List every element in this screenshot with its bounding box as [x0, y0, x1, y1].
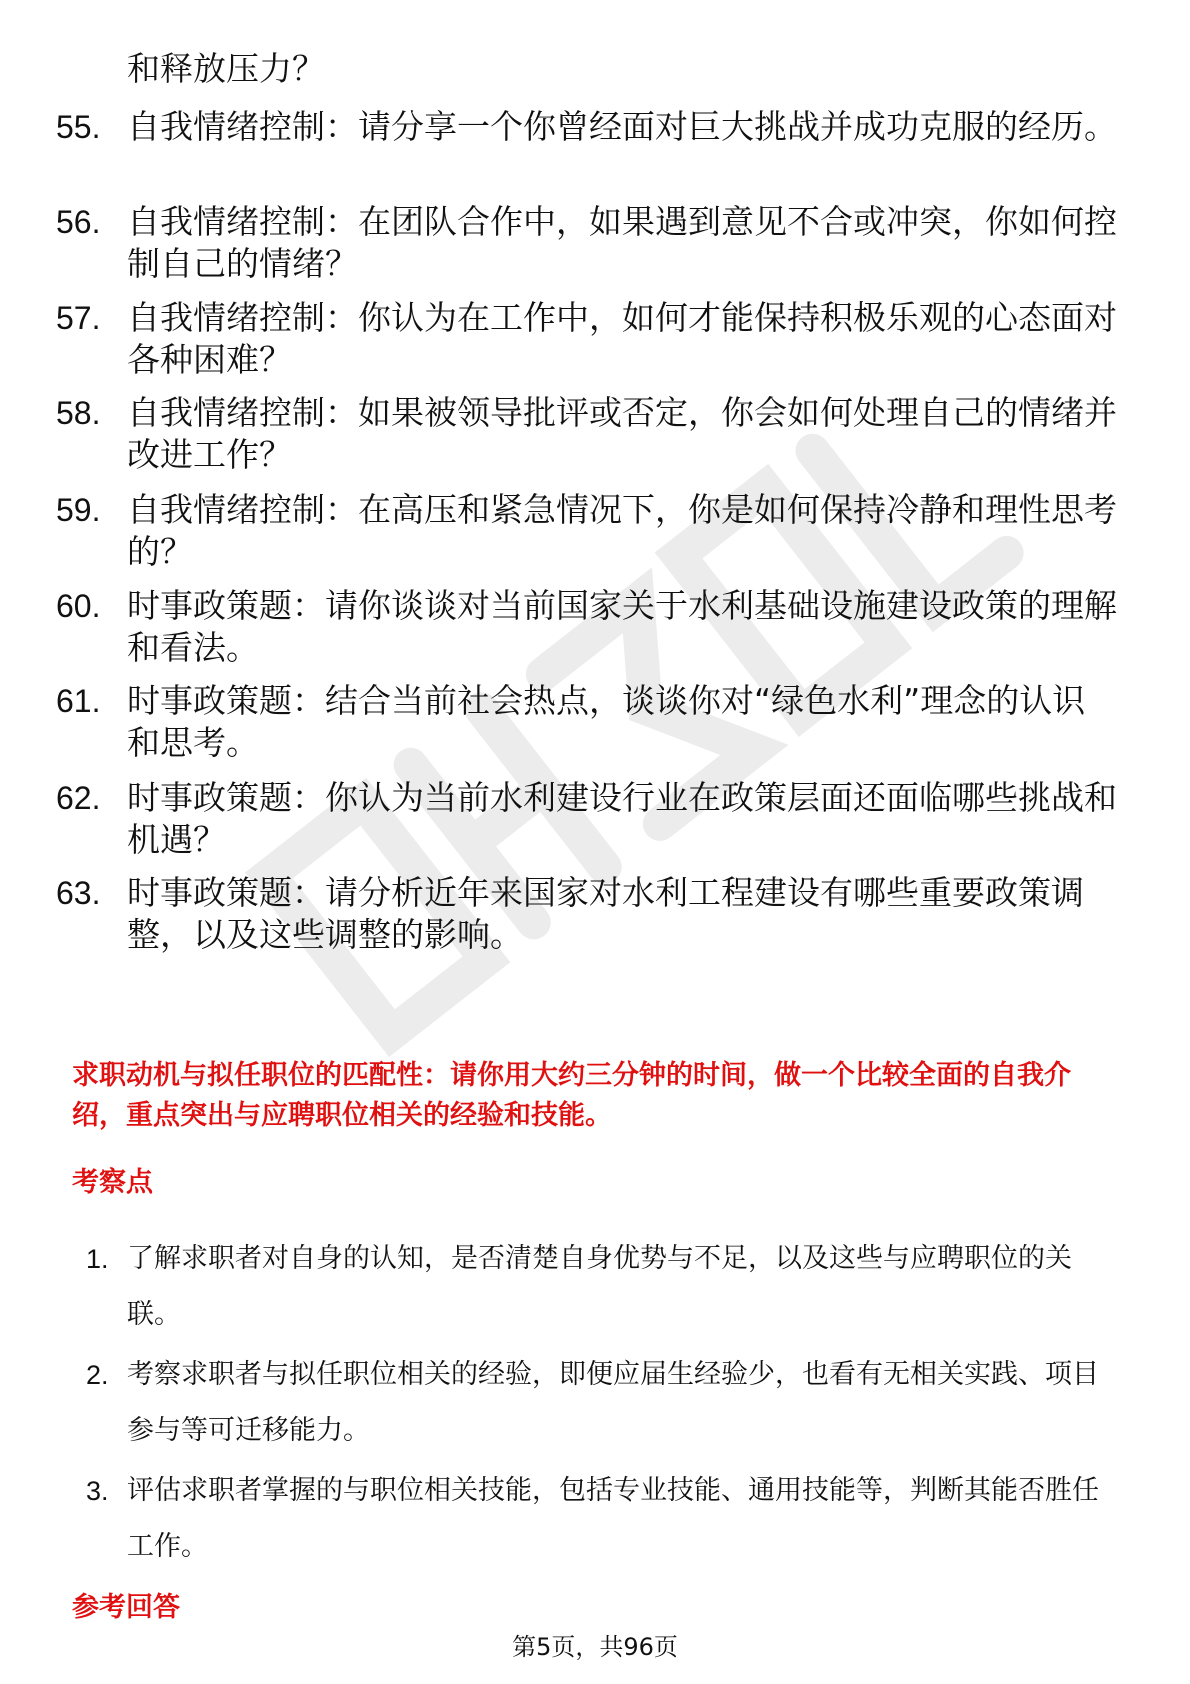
question-text: 时事政策题：你认为当前水利建设行业在政策层面还面临哪些挑战和机遇？ [127, 778, 1117, 859]
question-text: 自我情绪控制：如果被领导批评或否定，你会如何处理自己的情绪并改进工作？ [127, 393, 1117, 474]
section-heading-assessment: 考察点 [72, 1167, 153, 1198]
question-number: 60. [56, 588, 101, 624]
question-text: 时事政策题：请分析近年来国家对水利工程建设有哪些重要政策调整，以及这些调整的影响。 [127, 873, 1084, 954]
question-text: 自我情绪控制：在团队合作中，如果遇到意见不合或冲突，你如何控制自己的情绪？ [127, 202, 1117, 283]
question-number: 57. [56, 300, 101, 336]
point-number: 1. [86, 1244, 109, 1274]
point-number: 3. [86, 1476, 109, 1506]
question-number: 56. [56, 204, 101, 240]
page-footer: 第5页，共96页 [512, 1633, 678, 1661]
question-text: 自我情绪控制：请分享一个你曾经面对巨大挑战并成功克服的经历。 [127, 107, 1117, 146]
highlight-question: 求职动机与拟任职位的匹配性：请你用大约三分钟的时间，做一个比较全面的自我介绍，重点突出与应聘职位相关的经验和技能。 [72, 1060, 1071, 1131]
question-number: 58. [56, 395, 101, 431]
question-text: 自我情绪控制：你认为在工作中，如何才能保持积极乐观的心态面对各种困难？ [127, 298, 1117, 379]
question-number: 63. [56, 875, 101, 911]
point-text: 评估求职者掌握的与职位相关技能，包括专业技能、通用技能等，判断其能否胜任工作。 [127, 1475, 1099, 1562]
question-text: 自我情绪控制：在高压和紧急情况下，你是如何保持冷静和理性思考的？ [127, 490, 1117, 571]
question-number: 62. [56, 780, 101, 816]
question-number: 61. [56, 683, 101, 719]
point-number: 2. [86, 1360, 109, 1390]
question-number: 55. [56, 109, 101, 145]
section-heading-answer: 参考回答 [72, 1592, 180, 1623]
question-text: 时事政策题：请你谈谈对当前国家关于水利基础设施建设政策的理解和看法。 [127, 586, 1117, 667]
point-text: 考察求职者与拟任职位相关的经验，即便应届生经验少，也看有无相关实践、项目参与等可迁移能力。 [127, 1359, 1099, 1446]
question-number: 59. [56, 492, 101, 528]
continued-question-text: 和释放压力？ [127, 49, 325, 88]
question-text: 时事政策题：结合当前社会热点，谈谈你对“绿色水利”理念的认识和思考。 [127, 681, 1086, 762]
point-text: 了解求职者对自身的认知，是否清楚自身优势与不足，以及这些与应聘职位的关联。 [127, 1243, 1072, 1330]
